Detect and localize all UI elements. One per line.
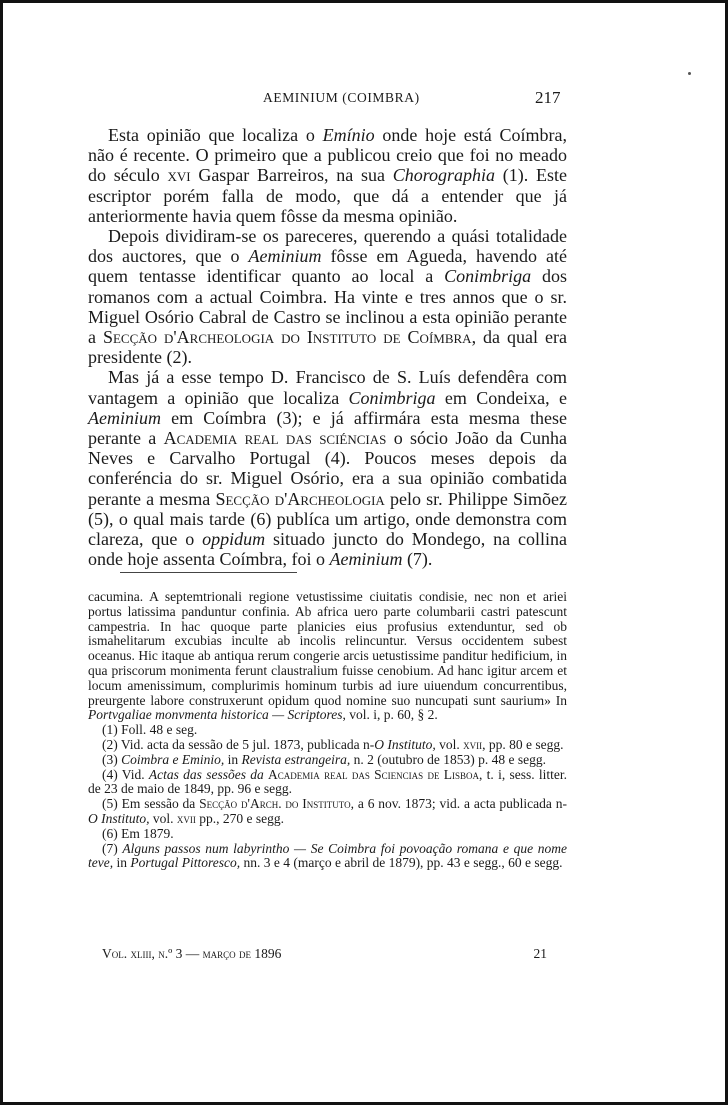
- italic-run: Actas das sessões da: [148, 766, 264, 782]
- text-run: nn. 3 e 4 (março e abril de 1879), pp. 43 e segg., 60 e segg.: [240, 855, 563, 871]
- text-run: pp., 270 e segg.: [195, 810, 285, 826]
- italic-run: Portugal Pittoresco,: [130, 855, 241, 871]
- italic-run: O Instituto,: [374, 736, 436, 752]
- text-run: onde hoje está Coímbra, não é recente. O primeiro que a publicou creio que foi no meado do século: [88, 125, 567, 186]
- text-run: (6) Em 1879.: [102, 825, 174, 841]
- italic-run: O Instituto,: [88, 810, 150, 826]
- scan-border-left: [0, 0, 3, 1105]
- smallcaps-run: Academia real das Sciencias de Lisboa: [268, 766, 479, 782]
- page-number: 217: [535, 88, 561, 107]
- text-run: (5) Em sessão da: [102, 796, 200, 812]
- text-run: Esta opinião que localiza o: [108, 125, 323, 145]
- text-run: (7): [102, 840, 123, 856]
- text-run: cacumina. A septemtrionali regione vetustissime ciuitatis condisie, nec non et ariei portus latissima panduntur confinia. Ab africa uero parte columbarii castri patescunt campestria. In hac quoque parte planicies eius profusius extenduntur, sed ob ismahelitarum excubias inculte ab incolis relincuntur. Versus occidentem subest oceanus. Hic itaque ab antiqua rerum congerie arcis uetustissime panditur hedificium, in qua priscorum monimenta ferunt claustralium fuisse cenobium. Ad hanc igitur arcem et locum amenissimum, complurimis hominum turbis ad iure uiuendum concurrentibus, preurgente labore construxerunt opidum quod nomine suo nuncupati sunt saurium» In: [88, 589, 567, 708]
- text-run: o sócio João da Cunha Neves e Carvalho Portugal (4). Poucos meses depois da conferéncia do sr. Miguel Osório, era a sua opinião combatida perante a mesma: [88, 428, 567, 509]
- text-run: (1) Foll. 48 e seg.: [102, 722, 198, 738]
- smallcaps-run: Secção d'Archeologia do Instituto de Coímbra: [102, 327, 472, 348]
- smallcaps-run: xvii: [463, 736, 483, 752]
- text-run: (7).: [402, 549, 433, 570]
- text-run: , pp. 80 e segg.: [482, 736, 564, 752]
- text-run: vol.: [435, 736, 464, 752]
- smallcaps-run: Academia real das sciéncias: [163, 428, 387, 449]
- italic-run: oppidum: [202, 529, 266, 550]
- smallcaps-run: Secção d'Arch. do Instituto: [199, 796, 351, 812]
- text-run: vol.: [149, 810, 177, 826]
- footnotes: [88, 590, 567, 871]
- text-run: in: [113, 855, 131, 871]
- smallcaps-run: xvii: [176, 810, 196, 826]
- italic-run: Alguns passos num labyrintho — Se Coimbra foi povoação romana e que nome teve,: [88, 840, 567, 871]
- footnote-5: [88, 797, 567, 827]
- text-run: (3): [102, 751, 122, 767]
- scan-border-top: [0, 0, 728, 3]
- text-run: situado juncto do Mondego, na collina onde hoje assenta Coímbra, foi o: [88, 529, 567, 570]
- footnote-3: [88, 753, 567, 768]
- text-run: , vol. i, p. 60, § 2.: [342, 707, 438, 723]
- italic-run: Conimbriga: [444, 266, 532, 287]
- italic-run: Coimbra e Eminio,: [121, 751, 225, 767]
- footnote-2: [88, 738, 567, 753]
- italic-run: Aeminium: [88, 407, 161, 428]
- paragraph: [88, 226, 567, 367]
- text-run: (1). Este escriptor porém falla de modo, que dá a entender que já anteriormente havia quem fôsse da mesma opinião.: [88, 165, 568, 226]
- text-run: em Condeixa, e: [435, 387, 567, 408]
- text-run: pelo sr. Philippe Simõez (5), o qual mais tarde (6) publíca um artigo, onde demonstra com clareza, que o: [88, 488, 567, 550]
- text-run: , a 6 nov. 1873; vid. a acta publicada n-: [350, 796, 567, 812]
- text-run: (2) Vid. acta da sessão de 5 jul. 1873, publicada n-: [102, 736, 375, 752]
- page-footer: [88, 946, 567, 964]
- italic-run: Conimbriga: [348, 387, 436, 408]
- italic-run: Revista estrangeira,: [241, 751, 351, 767]
- running-head: [0, 88, 728, 110]
- text-run: in: [224, 751, 242, 767]
- footnote-continuation: [88, 590, 567, 723]
- paragraph: [88, 125, 567, 226]
- text-run: em Coímbra (3); e já affirmára esta mesma these perante a: [88, 407, 567, 449]
- running-title: AEMINIUM (COIMBRA): [263, 90, 420, 105]
- footnote-4: [88, 768, 567, 798]
- italic-run: Portvgaliae monvmenta historica — Scriptores: [88, 707, 343, 723]
- text-run: Depois dividiram-se os pareceres, querendo a quási totalidade dos auctores, que o: [88, 226, 567, 267]
- italic-run: Emínio: [322, 125, 375, 145]
- scan-speck: [688, 72, 691, 75]
- text-run: , da qual era presidente (2).: [88, 327, 567, 368]
- signature-mark: 21: [533, 946, 547, 961]
- text-run: fôsse em Agueda, havendo até quem tentasse identificar quanto ao local a: [88, 246, 567, 287]
- smallcaps-run: xvi: [167, 165, 191, 186]
- volume-line: Vol. xliii, n.º 3 — março de 1896: [102, 946, 282, 961]
- text-run: (4) Vid.: [102, 766, 149, 782]
- footnote-divider: [120, 572, 297, 573]
- footnote-6: [88, 827, 567, 842]
- text-run: , t. i, sess. litter. de 23 de maio de 1849, pp. 96 e segg.: [88, 766, 568, 797]
- smallcaps-run: Secção d'Archeologia: [215, 488, 385, 509]
- paragraph: [88, 367, 567, 569]
- text-run: dos romanos com a actual Coimbra. Ha vinte e tres annos que o sr. Miguel Osório Cabral de Castro se inclinou a esta opinião perante a: [88, 266, 567, 348]
- text-run: Gaspar Barreiros, na sua: [190, 165, 393, 186]
- italic-run: Aeminium: [329, 549, 403, 570]
- footnote-7: [88, 842, 567, 872]
- text-run: n. 2 (outubro de 1853) p. 48 e segg.: [350, 751, 546, 767]
- italic-run: Chorographia: [392, 165, 496, 186]
- main-text: [88, 125, 567, 569]
- footnote-1: [88, 723, 567, 738]
- text-run: Mas já a esse tempo D. Francisco de S. Luís defendêra com vantagem a opinião que localiza: [88, 367, 567, 408]
- italic-run: Aeminium: [248, 246, 322, 267]
